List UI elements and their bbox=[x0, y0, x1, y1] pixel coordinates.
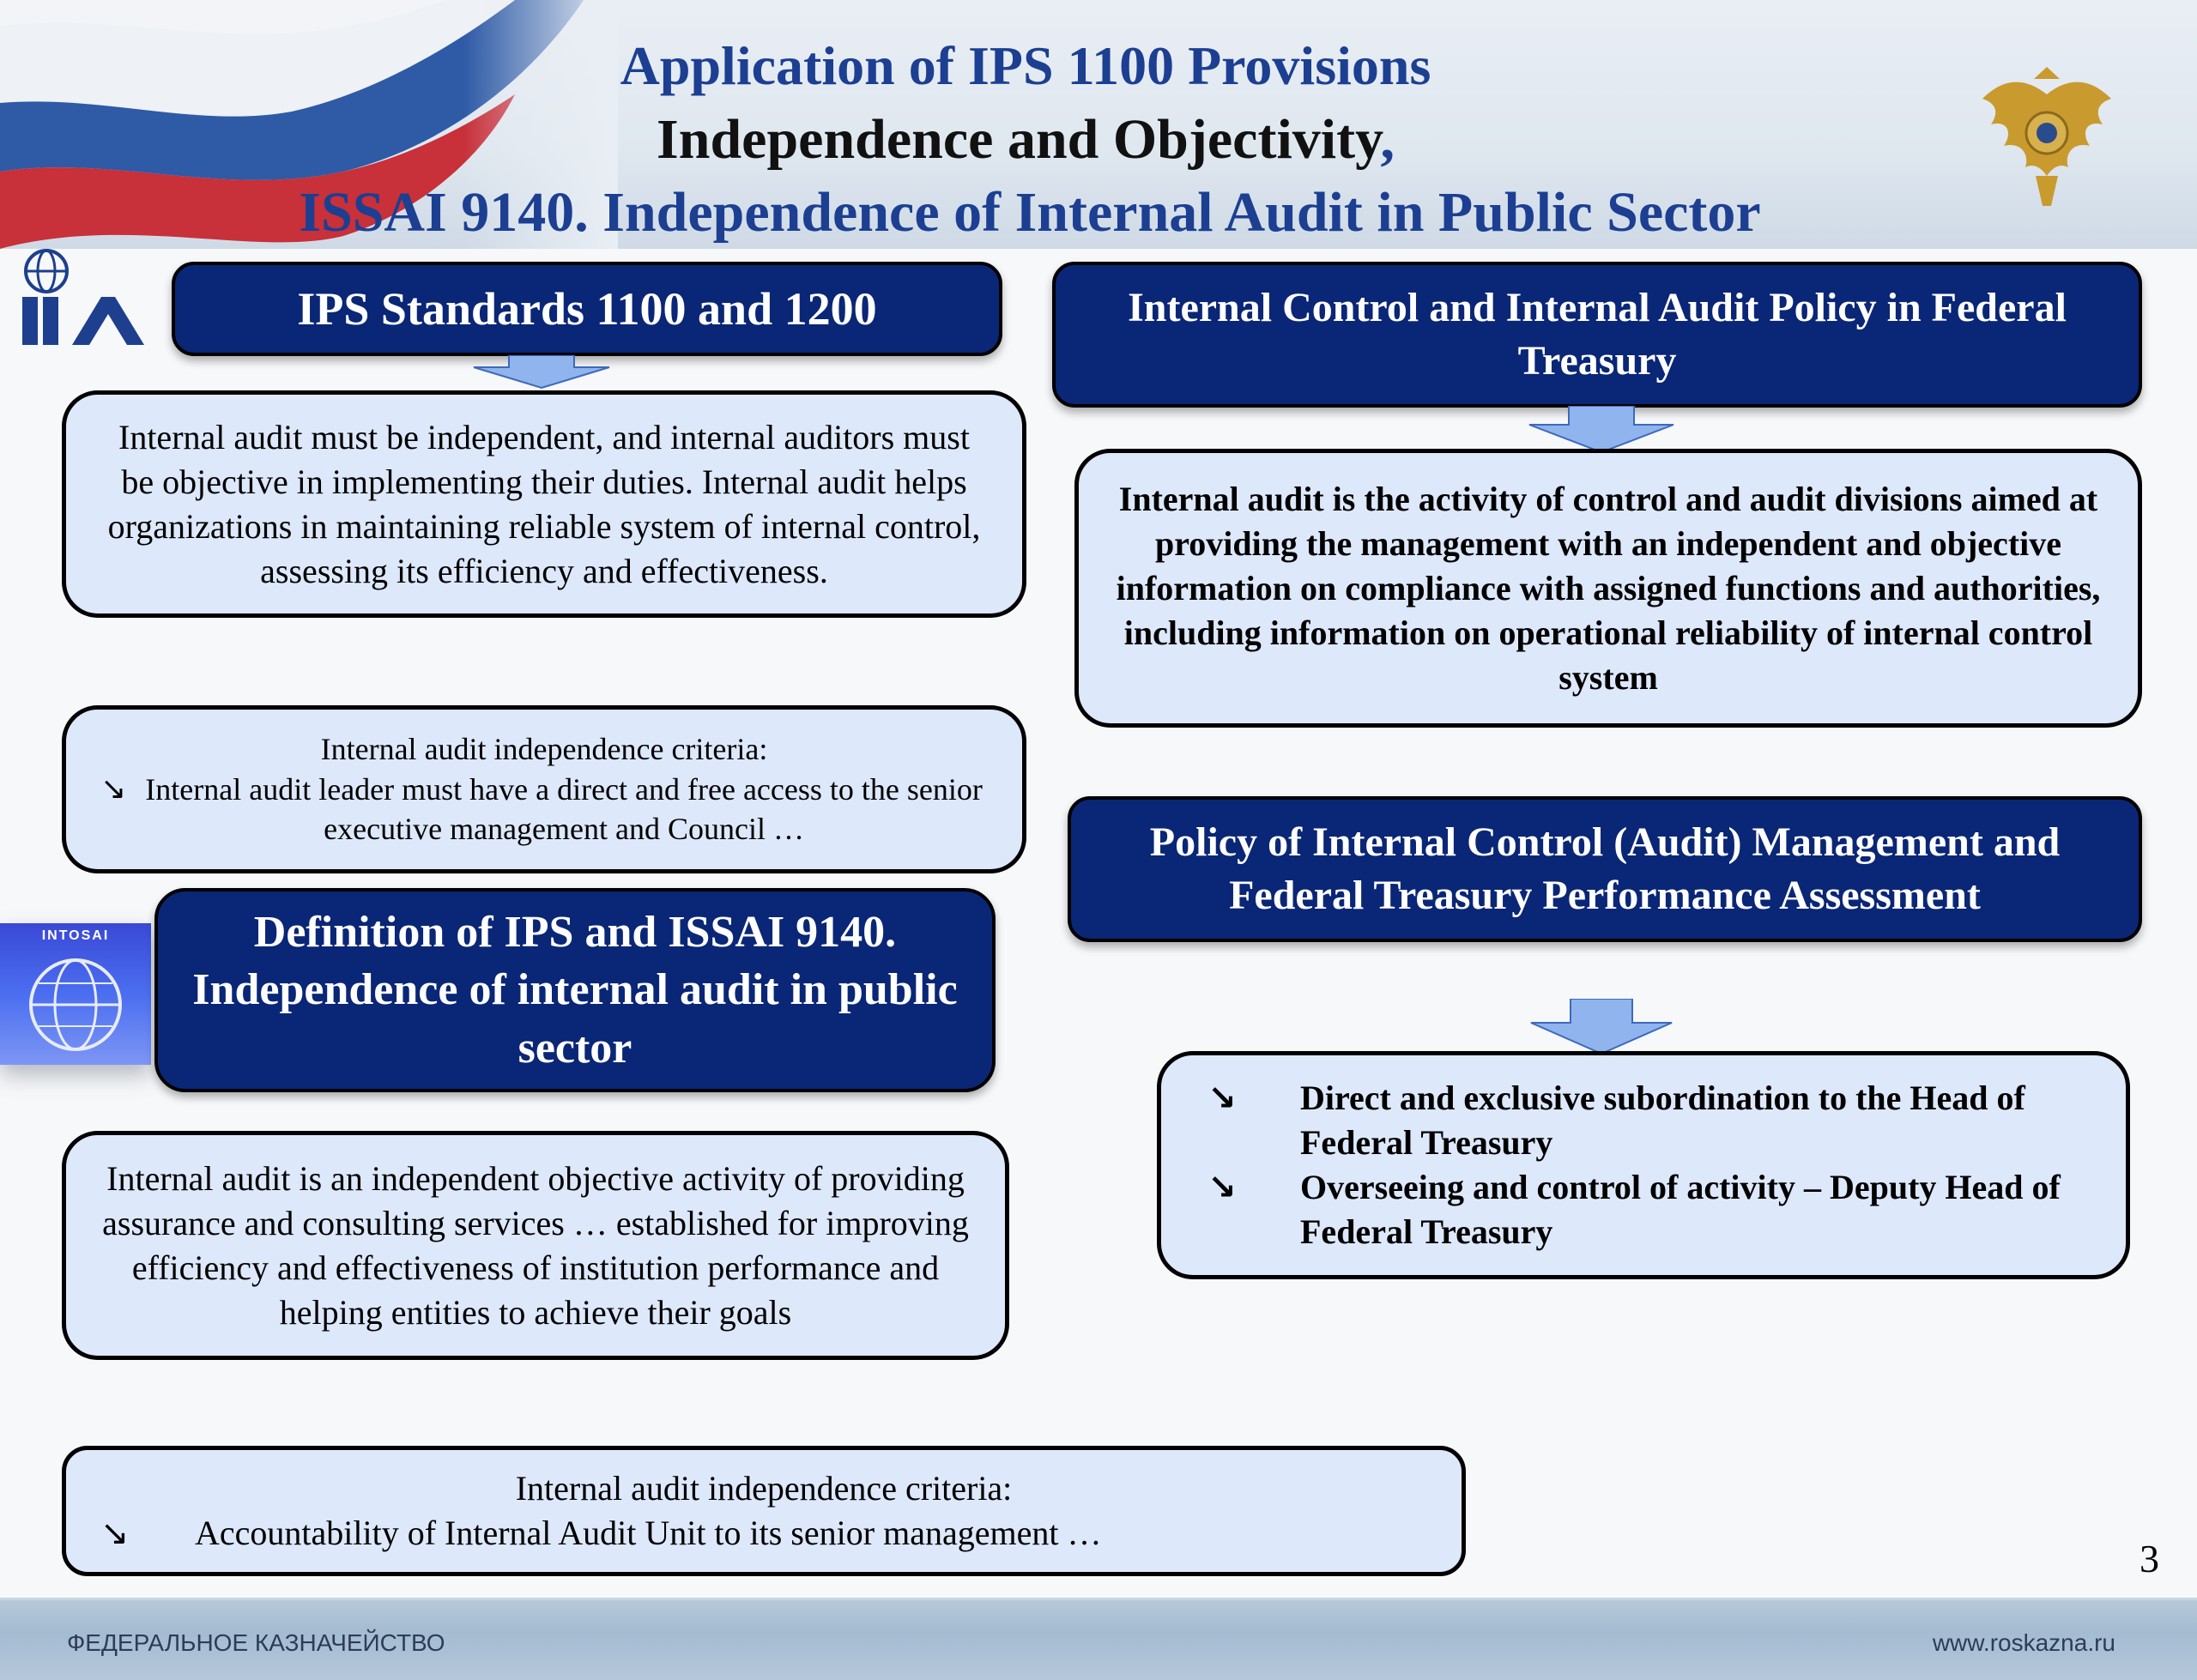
subordination-item bbox=[1195, 1076, 2091, 1165]
criteria-2-item bbox=[100, 1511, 1427, 1556]
definition-ips-issai-header bbox=[154, 888, 996, 1092]
criteria-1-item-text: Internal audit leader must have a direct and free access to the senior executive management and Council … bbox=[145, 771, 983, 847]
down-arrow-icon bbox=[1528, 999, 1675, 1055]
definition-text-box bbox=[62, 1131, 1009, 1360]
definition-text: Internal audit is an independent objective activity of providing assurance and consulting services … established for improving efficiency and effectiveness of institution performance and helping entities to achieve their goals bbox=[102, 1158, 969, 1332]
title-line2-comma: , bbox=[1380, 108, 1395, 171]
subordination-box bbox=[1157, 1051, 2130, 1279]
management-header-text: Policy of Internal Control (Audit) Management and Federal Treasury Performance Assessment bbox=[1149, 819, 2061, 918]
intosai-logo bbox=[0, 923, 151, 1065]
slide-title-line2 bbox=[0, 107, 2197, 172]
ips-standards-header bbox=[172, 262, 1002, 356]
iia-logo-icon bbox=[19, 247, 148, 350]
independence-criteria-box-1 bbox=[62, 705, 1026, 873]
criteria-2-title: Internal audit independence criteria: bbox=[515, 1469, 1013, 1508]
down-arrow-icon bbox=[470, 355, 613, 390]
slide-title-line1: Application of IPS 1100 Provisions bbox=[620, 35, 1431, 96]
criteria-2-item-text: Accountability of Internal Audit Unit to its senior management … bbox=[195, 1514, 1102, 1552]
policy-definition-box bbox=[1074, 449, 2142, 728]
criteria-1-title: Internal audit independence criteria: bbox=[320, 731, 768, 766]
globe-icon bbox=[0, 923, 151, 1065]
double-headed-eagle-emblem-icon bbox=[1974, 60, 2120, 215]
ips-independence-text: Internal audit must be independent, and internal auditors must be objective in implementing their duties. Internal audit helps organizations in maintaining reliable system of internal control, assessing its efficiency and effectiveness. bbox=[107, 417, 981, 590]
subordination-list bbox=[1195, 1076, 2091, 1254]
footer-website-link[interactable]: www.roskazna.ru bbox=[1932, 1629, 2115, 1656]
slide-header bbox=[0, 0, 2197, 249]
slide-title-line3: ISSAI 9140. Independence of Internal Audit in Public Sector bbox=[299, 181, 1761, 244]
ips-standards-header-text: IPS Standards 1100 and 1200 bbox=[297, 282, 877, 335]
bullet-arrow-icon: ↘ bbox=[100, 771, 127, 807]
subordination-item-text: Overseeing and control of activity – Deputy Head of Federal Treasury bbox=[1300, 1168, 2061, 1251]
policy-header-text: Internal Control and Internal Audit Policy in Federal Treasury bbox=[1128, 284, 2067, 384]
ips-independence-text-box bbox=[62, 390, 1026, 618]
subordination-item bbox=[1195, 1165, 2091, 1254]
page-number: 3 bbox=[2140, 1537, 2159, 1580]
title-line2-text: Independence and Objectivity bbox=[657, 108, 1381, 171]
footer-organization: ФЕДЕРАЛЬНОЕ КАЗНАЧЕЙСТВО bbox=[67, 1629, 445, 1656]
down-arrow-icon bbox=[1526, 406, 1677, 454]
slide-footer bbox=[0, 1598, 2197, 1680]
bullet-arrow-icon: ↘ bbox=[1207, 1079, 1237, 1118]
federal-treasury-policy-header bbox=[1052, 262, 2142, 408]
definition-header-text: Definition of IPS and ISSAI 9140. Independence of internal audit in public sector bbox=[192, 907, 958, 1073]
subordination-item-text: Direct and exclusive subordination to the Head of Federal Treasury bbox=[1300, 1079, 2025, 1162]
criteria-1-item bbox=[100, 770, 988, 850]
independence-criteria-box-2 bbox=[62, 1446, 1466, 1576]
management-assessment-header bbox=[1068, 796, 2142, 942]
bullet-arrow-icon: ↘ bbox=[100, 1514, 130, 1553]
intosai-logo-caption: INTOSAI bbox=[41, 928, 110, 943]
bullet-arrow-icon: ↘ bbox=[1207, 1168, 1237, 1207]
policy-definition-text: Internal audit is the activity of control and audit divisions aimed at providing the management with an independent and objective information on compliance with assigned functions and authorities, including information on operational reliability of internal control system bbox=[1116, 479, 2101, 697]
